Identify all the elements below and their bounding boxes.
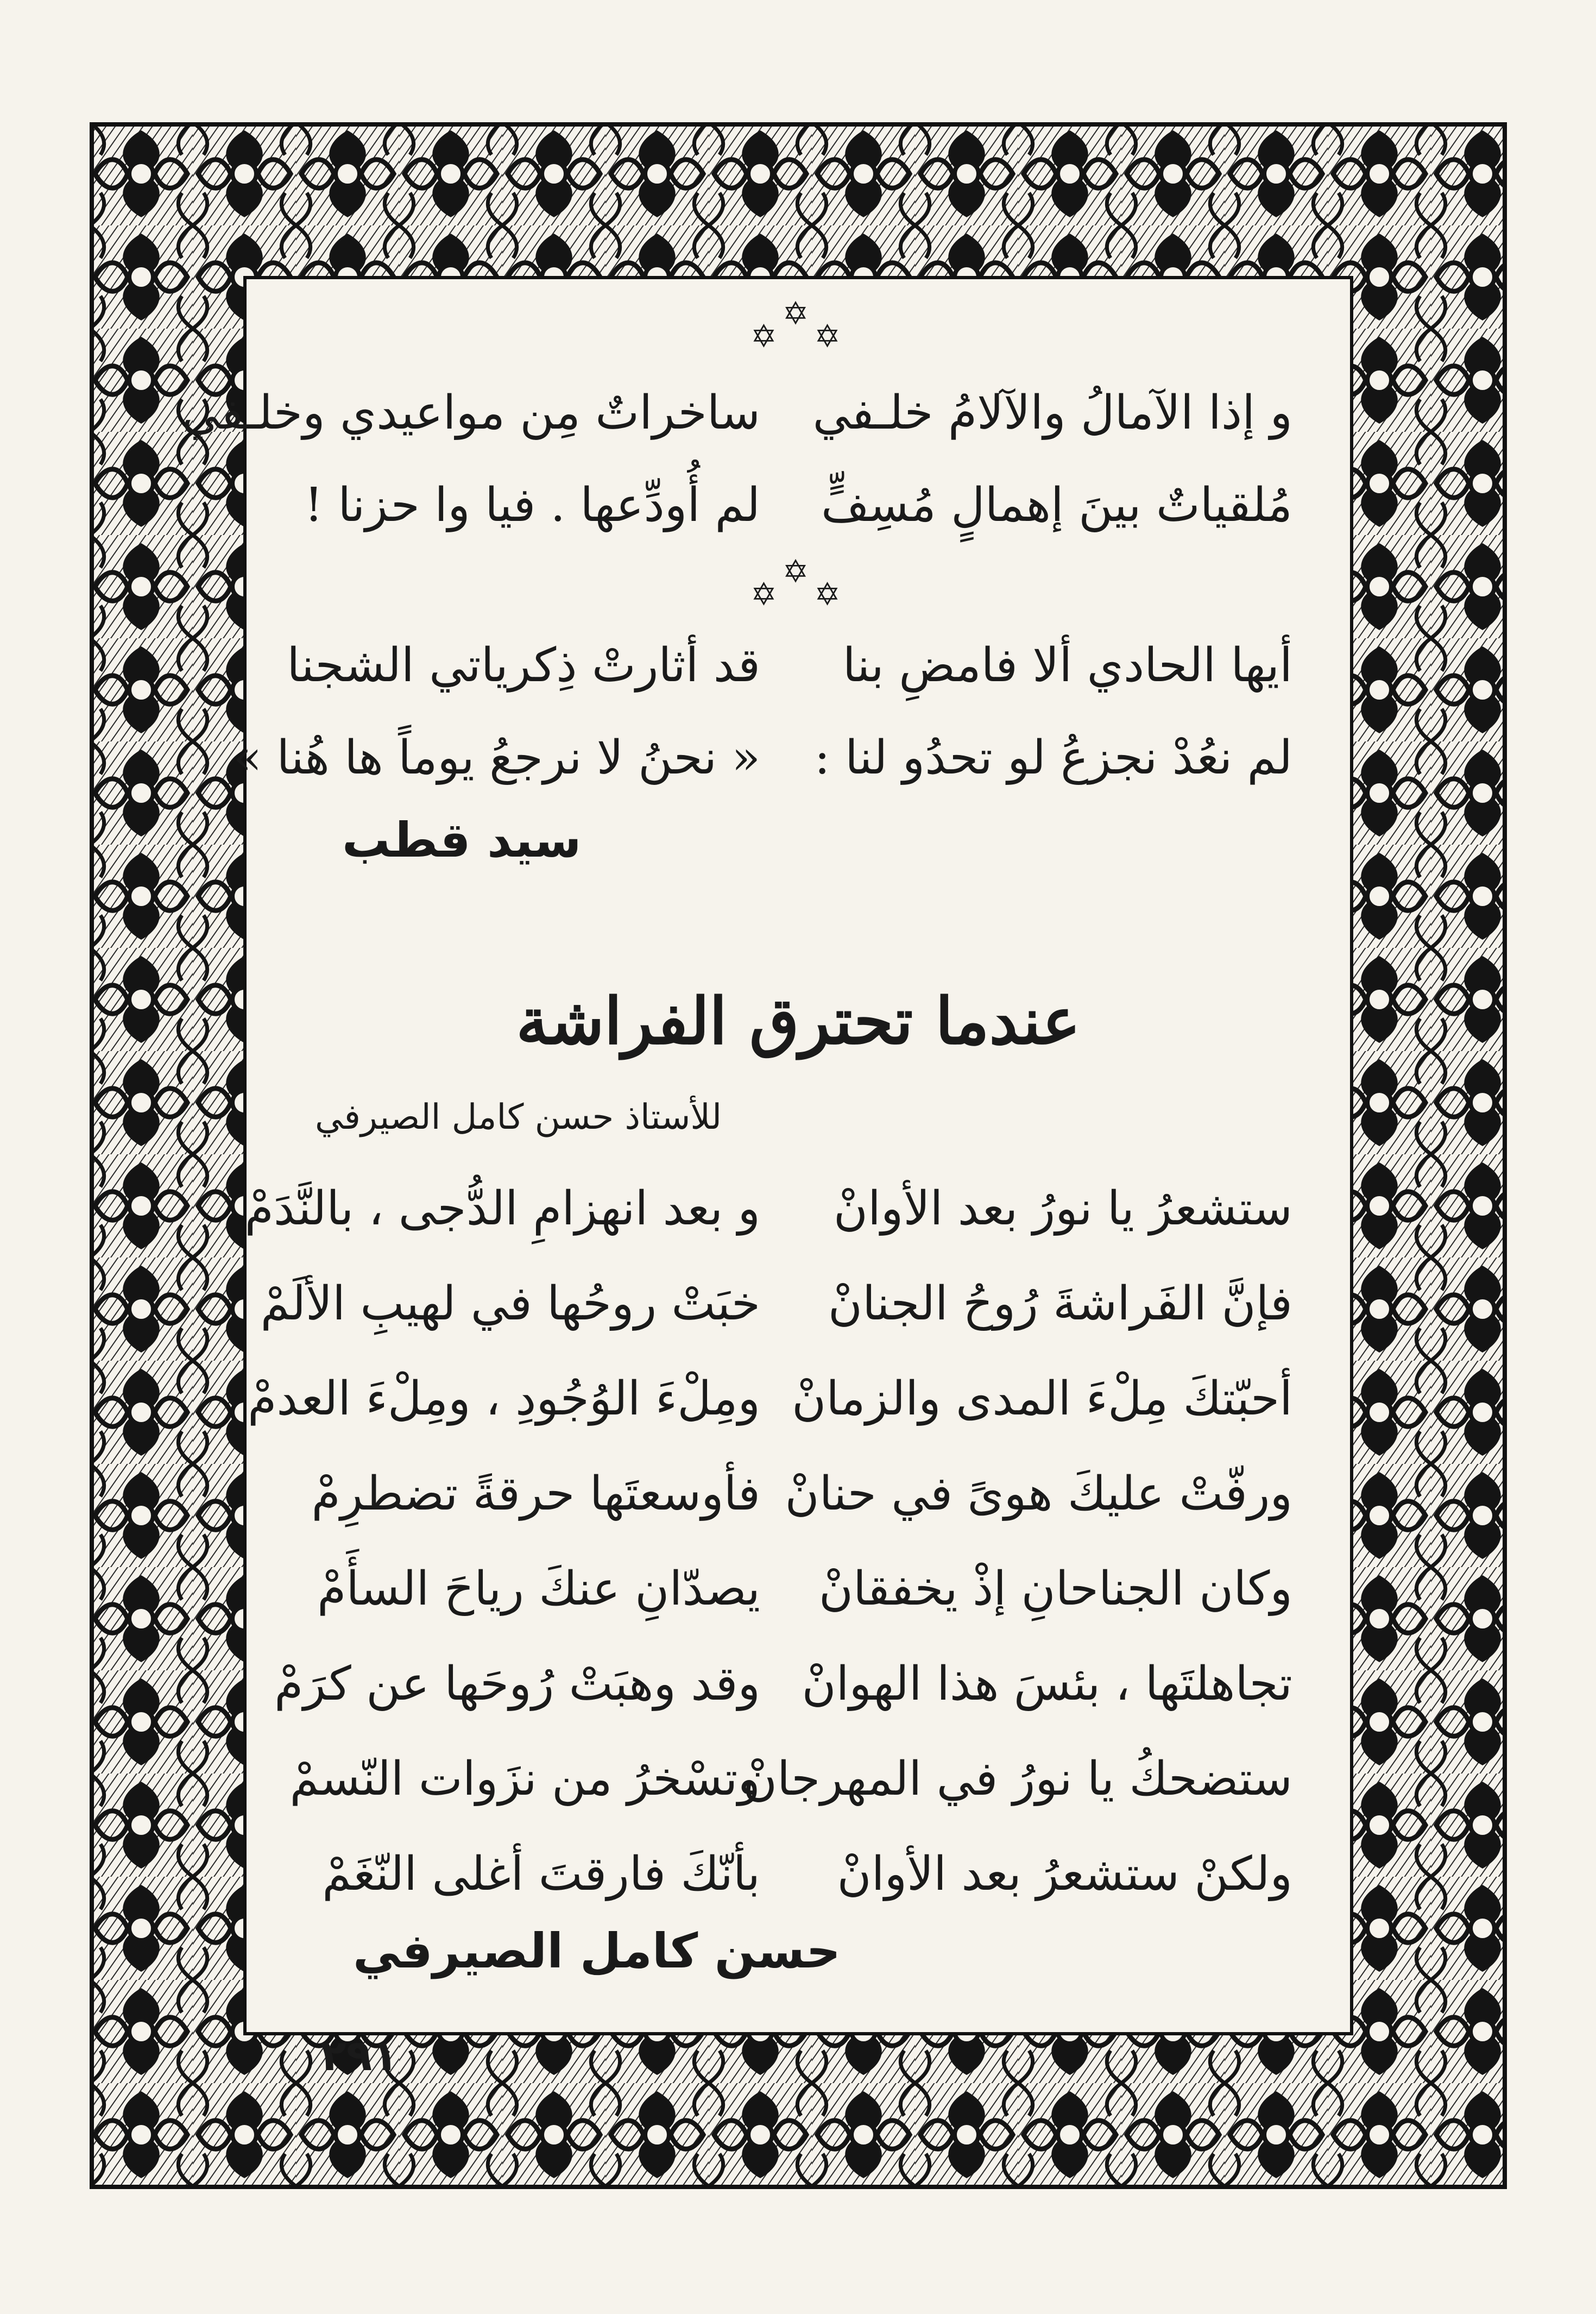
verse <box>289 1733 1292 1825</box>
verse-first-hemistich: أحبّتكَ مِلْءَ المدى والزمانْ <box>792 1372 1292 1426</box>
verse-first-hemistich: وكان الجناحانِ إذْ يخفقانْ <box>818 1562 1292 1616</box>
verse-first-hemistich: مُلقياتٌ بينَ إهمالٍ مُسِفٍّ <box>821 478 1292 532</box>
verse-second-hemistich: وقد وهبَتْ رُوحَها عن كرَمْ <box>274 1657 760 1711</box>
verse-second-hemistich: ومِلْءَ الوُجُودِ ، ومِلْءَ العدمْ <box>248 1372 760 1426</box>
verse-second-hemistich: فأوسعتَها حرقةً تضطرِمْ <box>311 1467 760 1521</box>
star-icon: ✡ <box>814 576 846 613</box>
verse <box>182 367 1292 459</box>
poem2-signature: حسن كامل الصيرفي <box>353 1923 841 1979</box>
verse <box>304 1448 1292 1540</box>
verse-second-hemistich: بأنّكَ فارقتَ أغلى النّغَمْ <box>322 1847 760 1901</box>
verse-second-hemistich: « نحنُ لا نرجعُ يوماً ها هُنا » <box>233 731 760 785</box>
verse-first-hemistich: ورفّتْ عليكَ هوىً في حنانْ <box>785 1467 1292 1521</box>
poem-byline: للأستاذ حسن كامل الصيرفي <box>315 1097 722 1137</box>
verse-second-hemistich: وتسْخرُ من نزَوات النّسمْ <box>289 1752 760 1806</box>
verse <box>304 1828 1292 1920</box>
page-content <box>182 282 1292 2080</box>
verse-first-hemistich: فإنَّ الفَراشةَ رُوحُ الجنانْ <box>828 1277 1292 1331</box>
verse-second-hemistich: و بعد انهزامِ الدُّجى ، بالنَّدَمْ <box>244 1181 760 1236</box>
verse <box>248 1353 1292 1445</box>
star-icon: ✡ <box>750 318 783 355</box>
verse-second-hemistich: يصدّانِ عنكَ رياحَ السأَمْ <box>317 1562 760 1616</box>
poem1-signature: سيد قطب <box>342 812 582 868</box>
verse-first-hemistich: أيها الحادي ألا فامضِ بنا <box>842 638 1292 693</box>
verse-second-hemistich: ساخراتٌ مِن مواعيدي وخلـفي <box>182 386 760 440</box>
star-icon: ✡ <box>814 318 846 355</box>
star-icon: ✡ <box>750 576 783 613</box>
verse <box>260 1257 1292 1350</box>
verse <box>233 712 1292 804</box>
verse-first-hemistich: و إذا الآمالُ والآلامُ خلـفي <box>812 386 1292 440</box>
verse <box>274 1638 1292 1730</box>
verse-first-hemistich: لم نعُدْ نجزعُ لو تحدُو لنا : <box>814 731 1292 785</box>
star-ornament <box>304 282 1292 359</box>
verse-first-hemistich: تجاهلتَها ، بئسَ هذا الهوانْ <box>802 1657 1292 1711</box>
verse <box>304 1543 1292 1635</box>
poem-title: عندما تحترق الفراشة <box>516 983 1081 1059</box>
verse-second-hemistich: قد أثارتْ ذِكرياتي الشجنا <box>287 638 760 693</box>
verse-second-hemistich: خبَتْ روحُها في لهيبِ الألَمْ <box>260 1277 760 1331</box>
verse-first-hemistich: ولكنْ ستشعرُ بعد الأوانْ <box>837 1847 1292 1901</box>
star-icon: ✡ <box>782 295 815 332</box>
verse <box>304 459 1292 551</box>
star-icon: ✡ <box>782 553 815 590</box>
verse <box>287 619 1292 712</box>
verse-first-hemistich: ستضحكُ يا نورُ في المهرجانْ <box>742 1752 1292 1806</box>
verse-second-hemistich: لم أُودِّعها . فيا وا حزنا ! <box>304 478 760 532</box>
star-ornament <box>304 540 1292 617</box>
verse <box>244 1162 1292 1255</box>
verse-first-hemistich: ستشعرُ يا نورُ بعد الأوانْ <box>833 1181 1292 1236</box>
page-number: ٢٩١ <box>320 2032 398 2080</box>
